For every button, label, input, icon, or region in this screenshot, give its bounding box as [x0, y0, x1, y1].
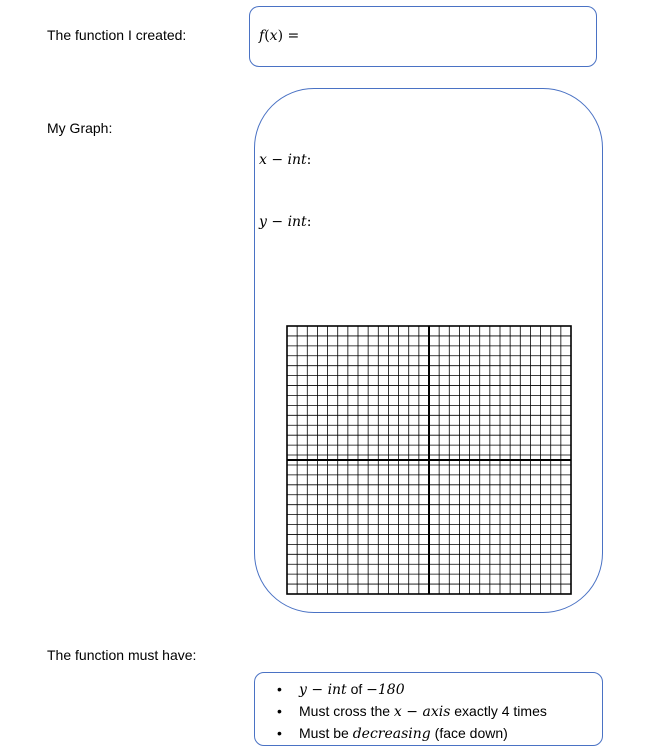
requirements-list [277, 678, 547, 744]
requirements-box [254, 672, 603, 746]
y-intercept-label: y − int: [259, 214, 312, 230]
must-have-label: The function must have: [47, 647, 197, 663]
function-created-label: The function I created: [47, 27, 187, 43]
my-graph-label: My Graph: [47, 120, 113, 136]
coordinate-grid[interactable] [286, 325, 572, 595]
requirement-y-intercept: • y − int of −180 [277, 681, 405, 698]
x-intercept-label: x − int: [259, 152, 312, 168]
requirement-x-axis-crossings: • Must cross the x − axis exactly 4 times [277, 703, 547, 720]
function-input-box[interactable] [249, 6, 597, 67]
requirement-decreasing: • Must be decreasing (face down) [277, 725, 508, 742]
function-expression: f(x) = [259, 28, 300, 44]
